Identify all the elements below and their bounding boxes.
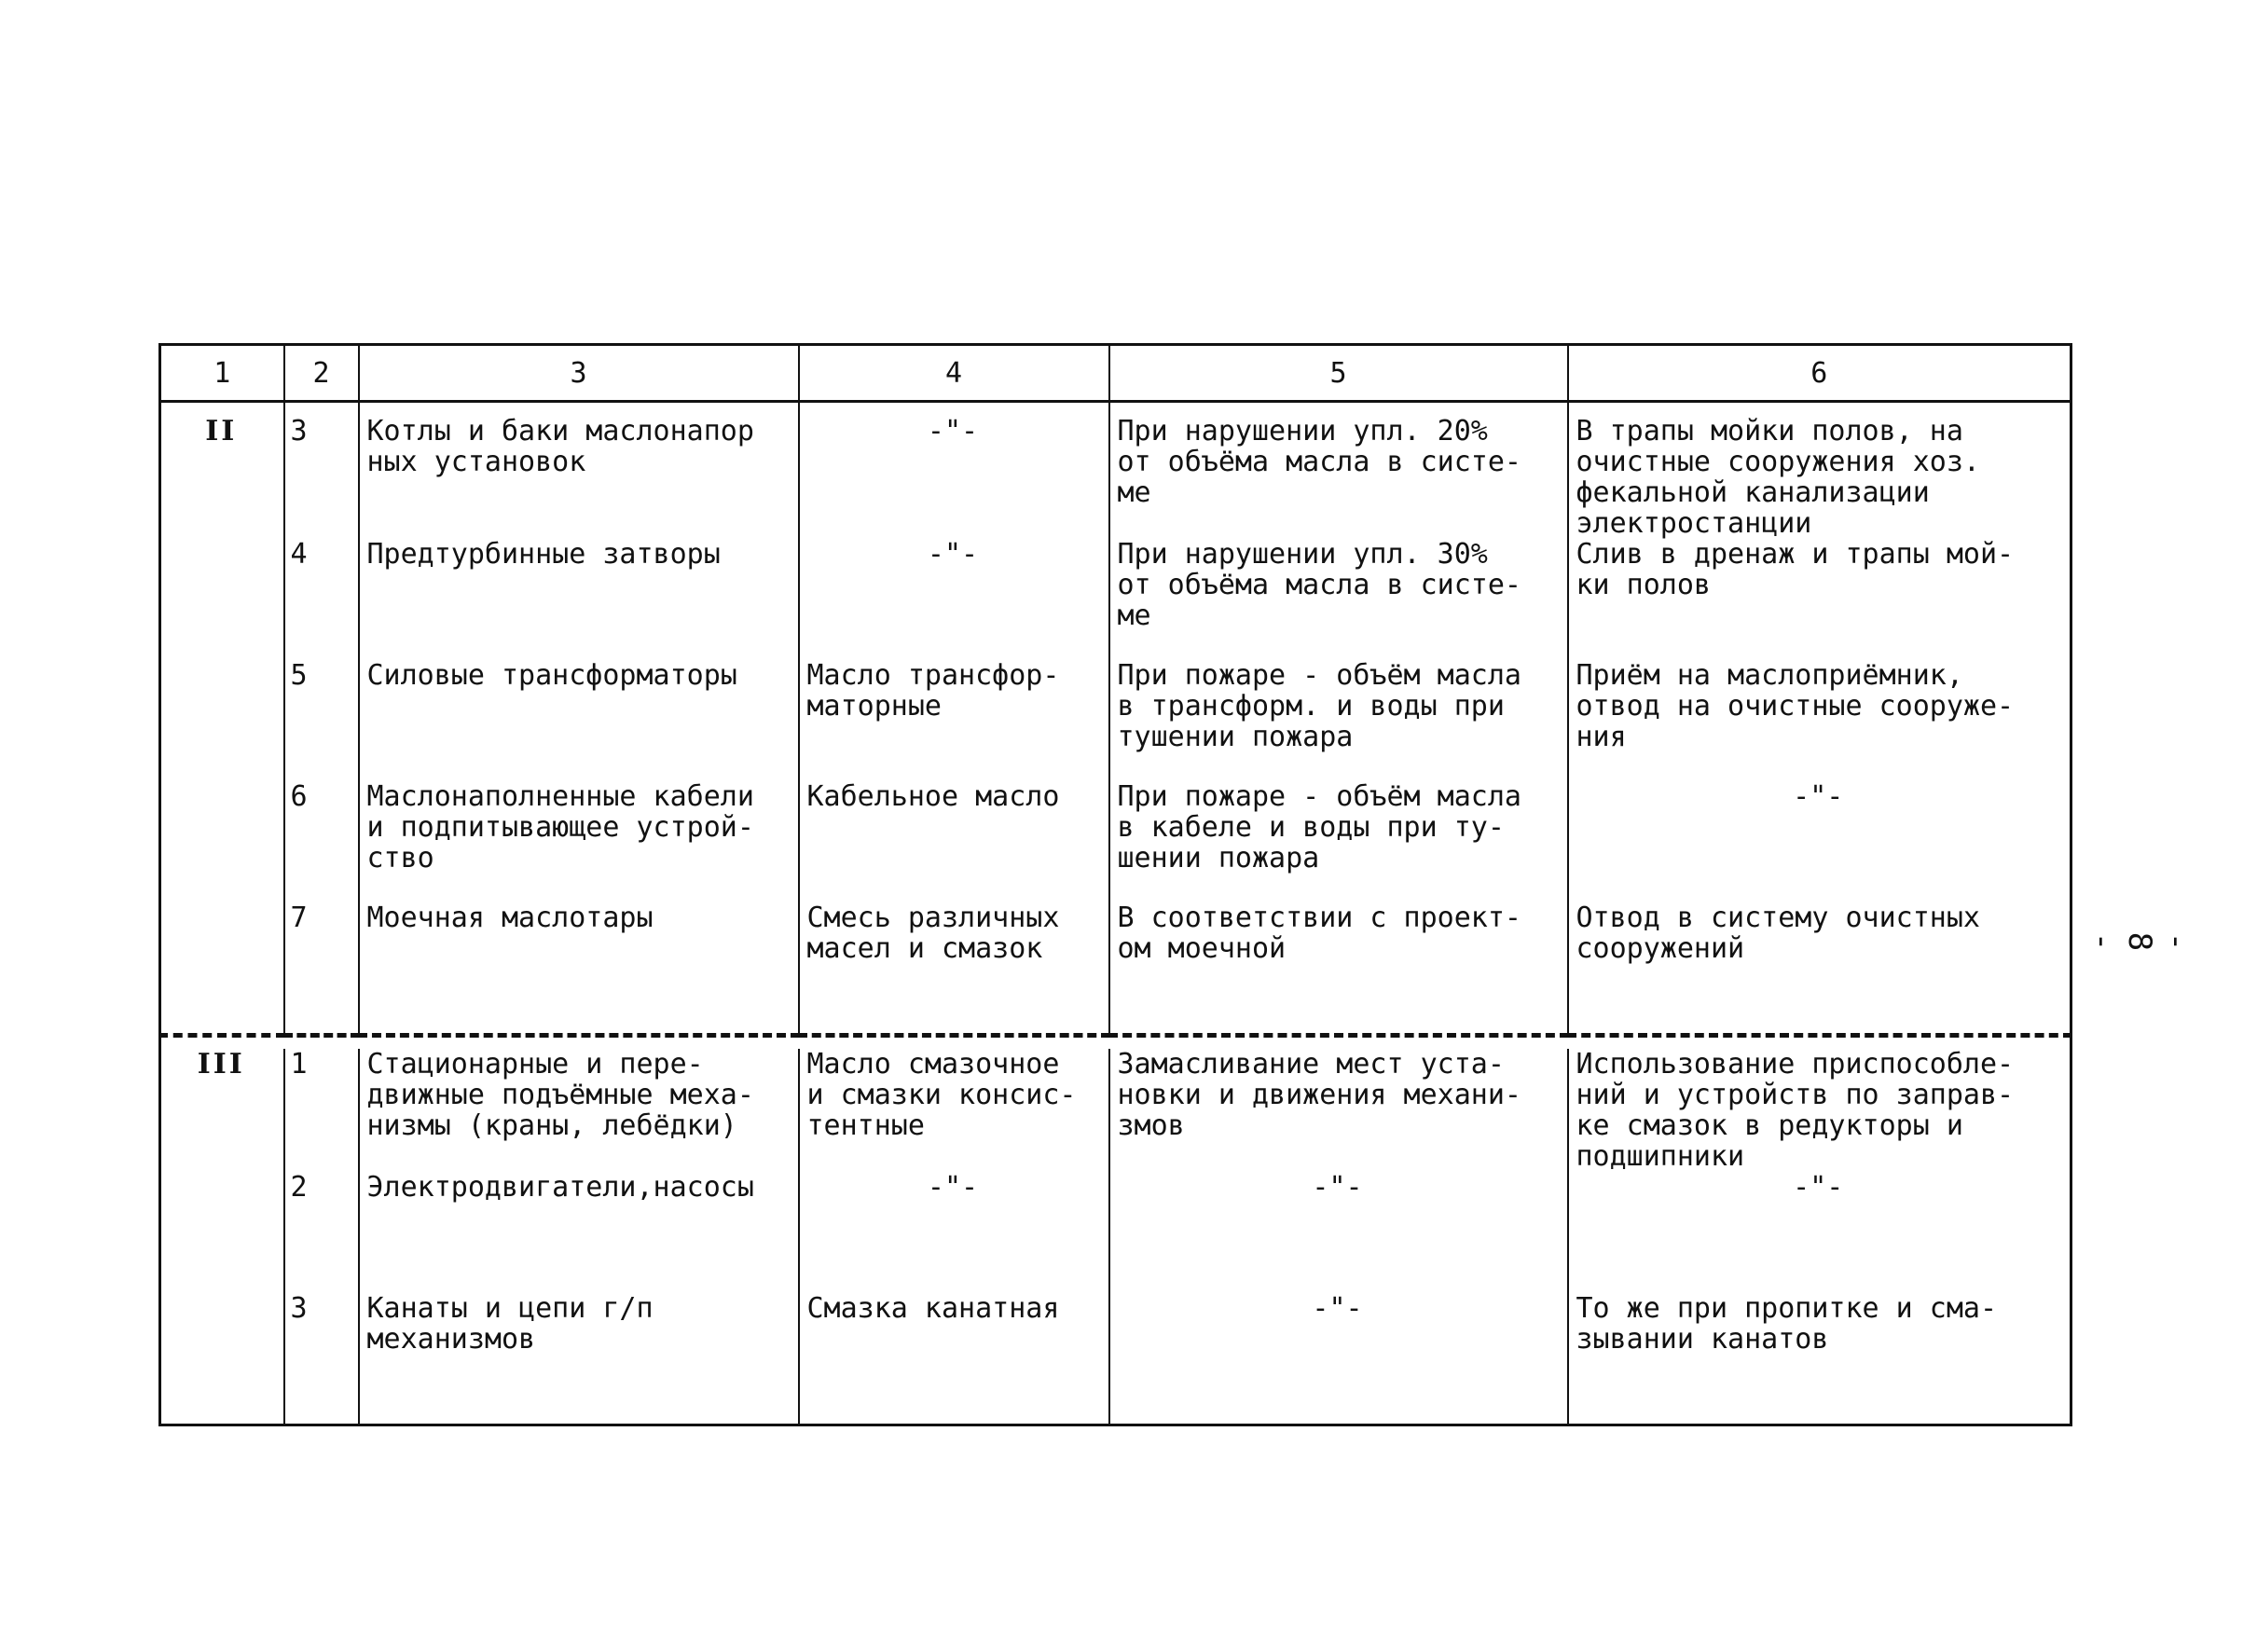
header-row xyxy=(160,345,2071,402)
table-row xyxy=(160,1049,2071,1172)
row-number: 7 xyxy=(284,902,359,1036)
row-number: 4 xyxy=(284,539,359,660)
table-row xyxy=(160,402,2071,540)
table-row xyxy=(160,1293,2071,1425)
disposal-cell: Приём на маслоприёмник, отвод на очистные сооруже- ния xyxy=(1568,660,2071,781)
equipment-cell: Предтурбинные затворы xyxy=(359,539,799,660)
volume-cell: При пожаре - объём масла в кабеле и воды при ту- шении пожара xyxy=(1109,781,1568,902)
equipment-cell: Котлы и баки маслонапор ных установок xyxy=(359,402,799,540)
volume-cell: -"- xyxy=(1109,1293,1568,1425)
volume-cell: -"- xyxy=(1109,1172,1568,1293)
disposal-cell: То же при пропитке и сма- зывании канатов xyxy=(1568,1293,2071,1425)
row-number: 3 xyxy=(284,1293,359,1425)
page-number: - 8 - xyxy=(2084,931,2195,961)
table-row xyxy=(160,539,2071,660)
oil-sources-table xyxy=(158,343,2072,1426)
oil-type-cell: -"- xyxy=(799,402,1109,540)
equipment-cell: Канаты и цепи г/п механизмов xyxy=(359,1293,799,1425)
table-row xyxy=(160,902,2071,1036)
section-divider xyxy=(160,1036,2071,1050)
equipment-cell: Моечная маслотары xyxy=(359,902,799,1036)
disposal-cell: Использование приспособле- ний и устройств по заправ- ке смазок в редукторы и подшипники xyxy=(1568,1049,2071,1172)
row-number: 5 xyxy=(284,660,359,781)
header-col-3: 3 xyxy=(359,345,799,402)
disposal-cell: В трапы мойки полов, на очистные сооружения хоз. фекальной канализации электростанции xyxy=(1568,402,2071,540)
header-col-4: 4 xyxy=(799,345,1109,402)
equipment-cell: Маслонаполненные кабели и подпитывающее устрой- ство xyxy=(359,781,799,902)
oil-type-cell: Смесь различных масел и смазок xyxy=(799,902,1109,1036)
header-col-5: 5 xyxy=(1109,345,1568,402)
section-label: II xyxy=(160,402,284,1036)
volume-cell: В соответствии с проект- ом моечной xyxy=(1109,902,1568,1036)
equipment-cell: Электродвигатели,насосы xyxy=(359,1172,799,1293)
table-row xyxy=(160,660,2071,781)
section-label: III xyxy=(160,1049,284,1425)
oil-type-cell: -"- xyxy=(799,539,1109,660)
row-number: 3 xyxy=(284,402,359,540)
oil-type-cell: -"- xyxy=(799,1172,1109,1293)
oil-type-cell: Смазка канатная xyxy=(799,1293,1109,1425)
disposal-cell: Отвод в систему очистных сооружений xyxy=(1568,902,2071,1036)
oil-type-cell: Кабельное масло xyxy=(799,781,1109,902)
volume-cell: При нарушении упл. 20% от объёма масла в систе- ме xyxy=(1109,402,1568,540)
oil-type-cell: Масло смазочное и смазки консис- тентные xyxy=(799,1049,1109,1172)
table-row xyxy=(160,781,2071,902)
disposal-cell: Слив в дренаж и трапы мой- ки полов xyxy=(1568,539,2071,660)
volume-cell: Замасливание мест уста- новки и движения механи- змов xyxy=(1109,1049,1568,1172)
equipment-cell: Силовые трансформаторы xyxy=(359,660,799,781)
disposal-cell: -"- xyxy=(1568,1172,2071,1293)
header-col-1: 1 xyxy=(160,345,284,402)
volume-cell: При пожаре - объём масла в трансформ. и воды при тушении пожара xyxy=(1109,660,1568,781)
equipment-cell: Стационарные и пере- движные подъёмные меха- низмы (краны, лебёдки) xyxy=(359,1049,799,1172)
row-number: 6 xyxy=(284,781,359,902)
oil-type-cell: Масло трансфор- маторные xyxy=(799,660,1109,781)
table-row xyxy=(160,1172,2071,1293)
row-number: 1 xyxy=(284,1049,359,1172)
header-col-2: 2 xyxy=(284,345,359,402)
row-number: 2 xyxy=(284,1172,359,1293)
volume-cell: При нарушении упл. 30% от объёма масла в систе- ме xyxy=(1109,539,1568,660)
header-col-6: 6 xyxy=(1568,345,2071,402)
disposal-cell: -"- xyxy=(1568,781,2071,902)
